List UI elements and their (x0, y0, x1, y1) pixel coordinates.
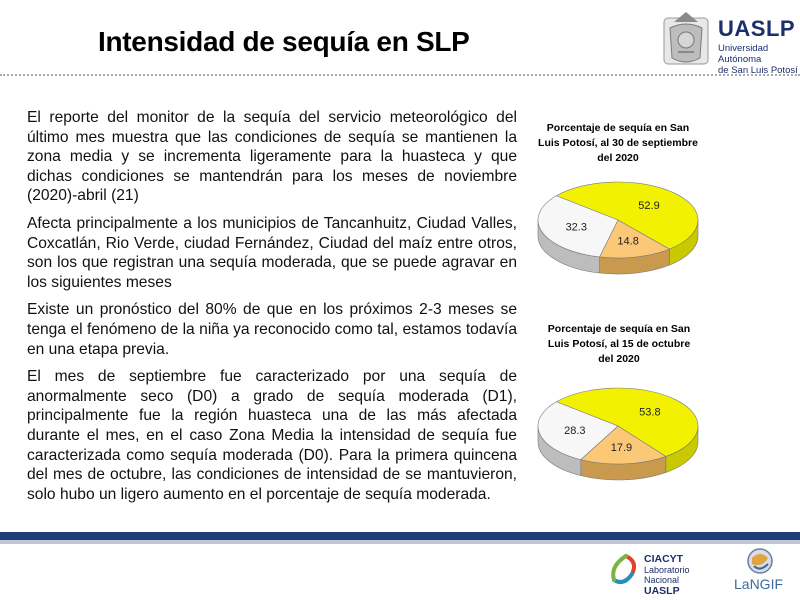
paragraph-2: Afecta principalmente a los municipios de Tancanhuitz, Ciudad Valles, Coxcatlán, Rio Verde, ciudad Fernández, Ciudad del maíz entre otros, son los que registran una sequía moderada, que se puede agravar en los siguientes meses (27, 214, 517, 291)
ciacyt-text (644, 554, 720, 596)
page-title: Intensidad de sequía en SLP (98, 26, 470, 57)
langif-icon (740, 546, 780, 576)
title-divider (0, 74, 800, 76)
chart-1-title: Porcentaje de sequía en San Luis Potosí, al 30 de septiembre del 2020 (538, 122, 698, 164)
ciacyt-logo (610, 550, 720, 597)
uaslp-subtitle (718, 43, 798, 76)
paragraph-3: Existe un pronóstico del 80% de que en los próximos 2-3 meses se tenga el fenómeno de la niña ya reconocido como tal, estamos todavía en una etapa previa. (27, 301, 517, 358)
paragraph-1: El reporte del monitor de la sequía del servicio meteorológico del último mes muestra que las condiciones de sequía se mantienen la zona media y se incrementa ligeramente para la huasteca y que dichas condiciones se mantendrán para los meses de noviembre (2020)-abril (21) (27, 109, 517, 205)
pie-slice-label: 52.9 (638, 200, 660, 213)
ciacyt-university: UASLP (644, 584, 680, 597)
pie-slice-label: 17.9 (610, 441, 633, 454)
pie-slice-label: 53.8 (639, 406, 661, 419)
ciacyt-icon (610, 552, 642, 592)
body-text (27, 108, 517, 512)
uaslp-name: UASLP (718, 16, 796, 41)
langif-name: LaNGIF (734, 576, 784, 592)
uaslp-subtitle-line2: de San Luis Potosí (718, 65, 798, 76)
chart-2-title: Porcentaje de sequía en San Luis Potosí, al 15 de octubre del 2020 (547, 323, 691, 365)
footer-band-shadow (0, 540, 800, 544)
ciacyt-lab: Laboratorio Nacional (644, 564, 690, 585)
ciacyt-name: CIACYT (644, 553, 684, 565)
langif-logo (730, 546, 796, 596)
university-crest-icon (656, 8, 716, 70)
uaslp-subtitle-line1: Universidad Autónoma (718, 43, 769, 65)
pie-slice-label: 32.3 (565, 221, 587, 234)
pie-chart-september (530, 176, 710, 280)
pie-chart-october (530, 382, 710, 486)
pie-slice-label: 14.8 (617, 235, 639, 248)
footer-band (0, 532, 800, 540)
pie-slice-label: 28.3 (564, 425, 586, 438)
uaslp-logo (656, 8, 798, 76)
paragraph-4: El mes de septiembre fue caracterizado por una sequía de anormalmente seco (D0) a grado de sequía moderada (D1), principalmente fue la región huasteca una de las más afectada durante el mes, en el caso Zona Media la intensidad de sequía fue caracterizada como sequía moderada (D0). Para la primera quincena del mes de octubre, las condiciones de intensidad de se mantuvieron, solo hubo un ligero aumento en el porcentaje de sequía moderada. (27, 368, 517, 503)
